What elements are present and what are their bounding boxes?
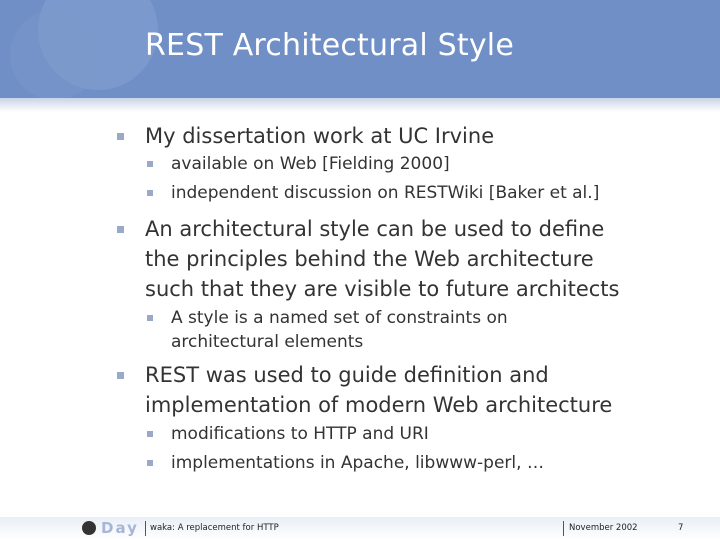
bullet-2: [117, 214, 707, 304]
header-gradient-band: [0, 98, 720, 112]
bullet-1-sub-1: [147, 152, 707, 176]
bullet-3-line-2: implementation of modern Web architecture: [145, 393, 613, 417]
bullet-2-sub-line-1: A style is a named set of constraints on: [171, 308, 508, 328]
bullet-1-text: My dissertation work at UC Irvine: [145, 124, 495, 148]
bullet-square-icon: [147, 161, 153, 167]
bullet-2-sub-line-2: architectural elements: [171, 332, 364, 352]
bullet-2-line-3: such that they are visible to future architects: [145, 277, 620, 301]
bullet-2-sub-1: [147, 306, 707, 354]
footer-divider: [145, 521, 146, 536]
bullet-3-sub-1: [147, 422, 707, 446]
bullet-3-line-1: REST was used to guide definition and: [145, 363, 549, 387]
header-decoration-inner: [10, 10, 100, 98]
bullet-2-line-1: An architectural style can be used to define: [145, 217, 605, 241]
footer-date: November 2002: [569, 523, 638, 533]
title-bar: [0, 0, 720, 98]
bullet-square-icon: [147, 460, 153, 466]
bullet-square-icon: [147, 190, 153, 196]
slide-footer: [0, 517, 720, 540]
bullet-2-line-2: the principles behind the Web architecture: [145, 247, 594, 271]
bullet-3: [117, 360, 707, 420]
logo-dot-icon: [82, 521, 96, 535]
slide-title: REST Architectural Style: [145, 28, 514, 63]
bullet-3-sub-2-text: implementations in Apache, libwww-perl, …: [171, 453, 544, 473]
logo-text: Day: [101, 519, 139, 537]
footer-divider: [563, 521, 564, 536]
bullet-square-icon: [117, 133, 124, 140]
bullet-1: [117, 121, 707, 151]
bullet-square-icon: [117, 226, 124, 233]
bullet-1-sub-2-text: independent discussion on RESTWiki [Baker et al.]: [171, 183, 600, 203]
bullet-square-icon: [147, 431, 153, 437]
footer-presentation-title: waka: A replacement for HTTP: [150, 523, 279, 533]
bullet-square-icon: [147, 315, 153, 321]
bullet-1-sub-2: [147, 181, 707, 205]
day-logo: [82, 520, 139, 536]
bullet-3-sub-1-text: modifications to HTTP and URI: [171, 424, 429, 444]
bullet-1-sub-1-text: available on Web [Fielding 2000]: [171, 154, 450, 174]
bullet-2-text: [145, 214, 619, 304]
bullet-square-icon: [117, 372, 124, 379]
bullet-3-sub-2: [147, 451, 707, 475]
bullet-2-sub-1-text: [171, 306, 508, 354]
bullet-3-text: [145, 360, 612, 420]
page-number: 7: [678, 523, 684, 533]
